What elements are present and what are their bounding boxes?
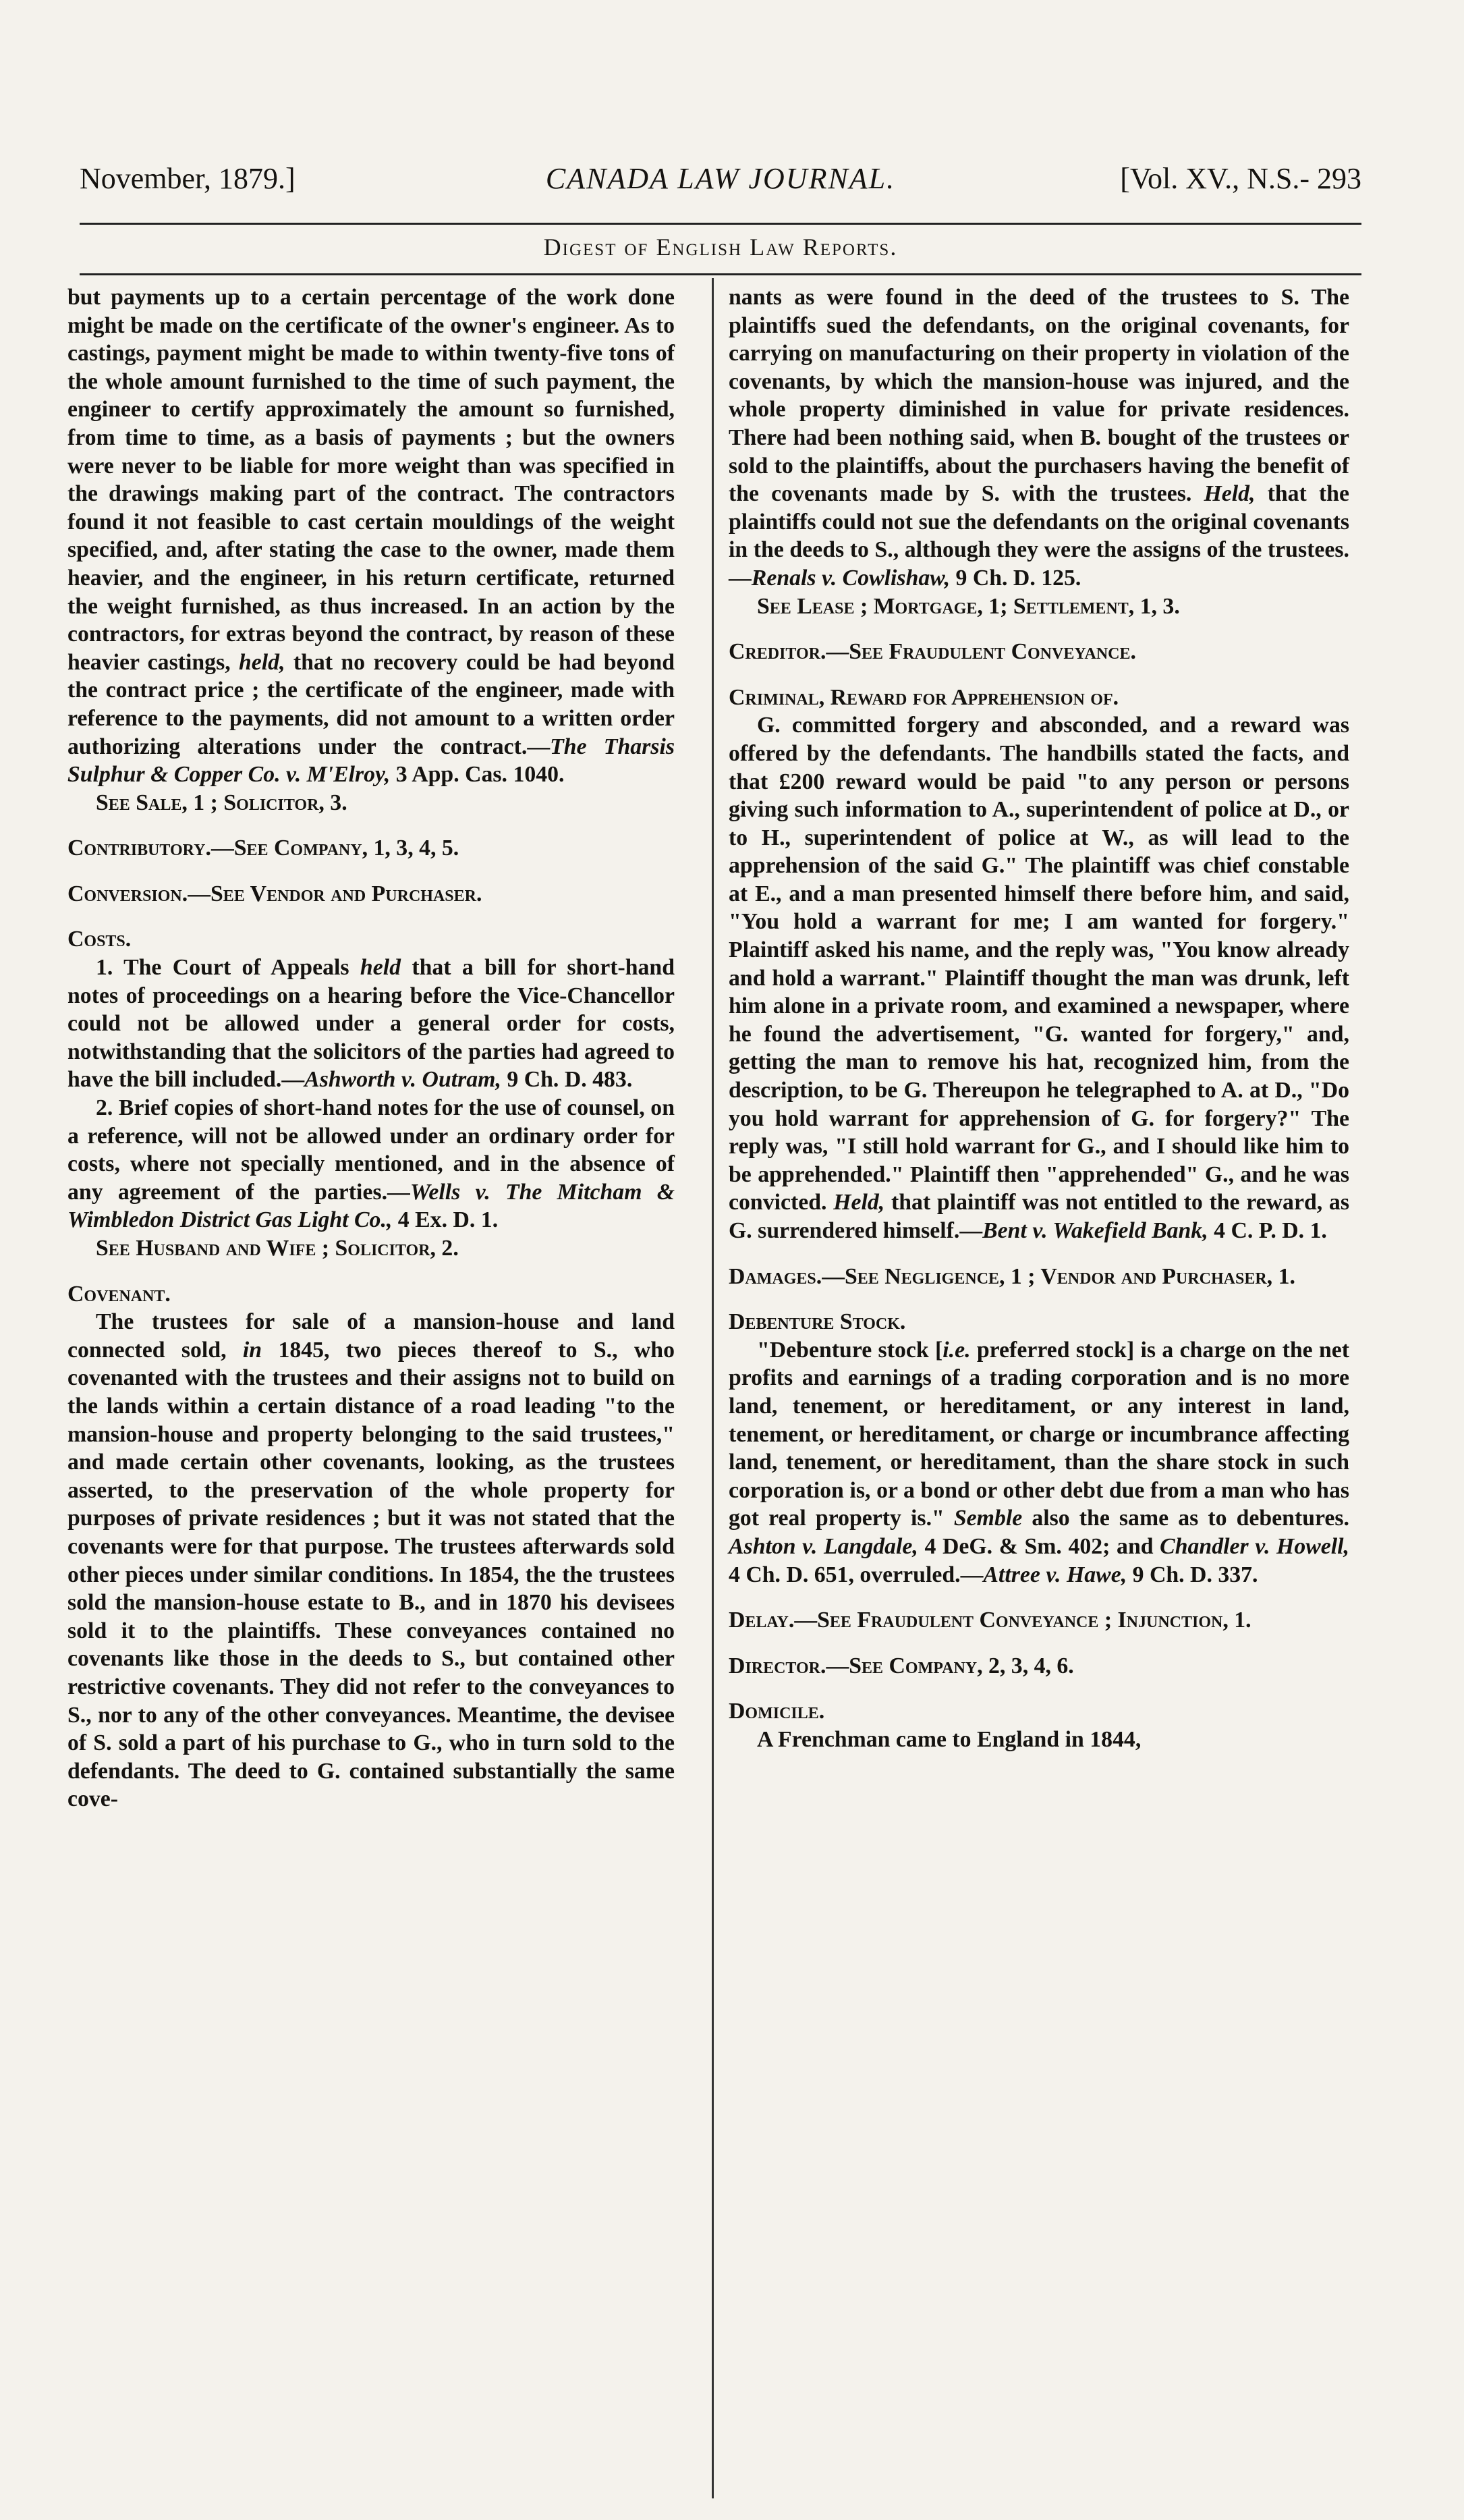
text: 1845, two pieces thereof to S., who covenanted with the trustees and their assigns not to build on the lands within a certain distance of a road leading "to the mansion-house and property belonging to the said trustees," and made certain other covenants, looking, as the trustees asserted, to the preservation of the whole property for purposes of private residences ; but it was not stated that the covenants were for that purpose. The trustees afterwards sold other pieces under similar conditions. In 1854, the the trustees sold the mansion-house estate to B., and in 1870 his devisees sold it to the plaintiffs. These conveyances contained no covenants like those in the deeds to S., but contained other restrictive covenants. They did not refer to the conveyances to S., nor to any of the other conveyances. Meantime, the devisee of S. sold a part of his purchase to G., who in turn sold to the defendants. The deed to G. contained substantially the same cove- [67, 1337, 675, 1812]
citation: 9 Ch. D. 337. [1132, 1562, 1258, 1587]
citation: 9 Ch. D. 125. [955, 565, 1081, 591]
page-header [80, 155, 1361, 202]
see-also-sale: See Sale, 1 ; Solicitor, 3. [96, 790, 347, 815]
heading-domicile: Domicile. [729, 1699, 825, 1724]
journal-title: CANADA LAW JOURNAL. [545, 162, 896, 195]
text: also the same as to debentures. [1032, 1506, 1350, 1531]
paragraph-covenant [67, 1308, 675, 1813]
held-italic: held, [238, 649, 285, 675]
case-name: Wells v. The Mitcham & Wimbledon District Gas Light Co., [67, 1179, 675, 1233]
heading-debenture-stock: Debenture Stock. [729, 1309, 906, 1335]
right-column [729, 283, 1349, 1754]
italic-in: in [242, 1337, 262, 1363]
semble-italic: Semble [953, 1506, 1023, 1531]
heading-criminal: Criminal, Reward for Apprehension of. [729, 684, 1119, 710]
case-name: Renals v. Cowlishaw, [751, 565, 951, 591]
held-italic: Held, [1204, 481, 1256, 507]
text: that a bill for short-hand notes of proceedings on a hearing before the Vice-Chancellor could not be allowed under a general order for costs, notwithstanding that the solicitors of the parties had agreed to have the bill included.— [67, 955, 675, 1093]
header-rule [80, 223, 1361, 225]
text: 1. The Court of Appeals [96, 955, 349, 981]
heading-covenant: Covenant. [67, 1281, 171, 1307]
text: The trustees for sale of a mansion-house and land connected sold, [67, 1309, 675, 1363]
see-also-lease: See Lease ; Mortgage, 1; Settlement, 1, 3. [757, 593, 1180, 619]
text: but payments up to a certain percentage of the work done might be made on the certificate of the owner's engineer. As to castings, payment might be made to within twenty-five tons of the whole amount furnished to the time of such payment, the engineer to certify approximately the amount so furnished, from time to time, as a basis of payments ; but the owners were never to be liable for more weight than was specified in the drawings making part of the contract. The contractors found it not feasible to cast certain mouldings of the weight specified, and, after stating the case to the owner, made them heavier, and the engineer, in his return certificate, returned the weight furnished, as thus increased. In an action by the contractors, for extras beyond the contract, by reason of these heavier castings, [67, 285, 675, 675]
column-separator [712, 278, 714, 2498]
paragraph-tharsis [67, 283, 675, 789]
paragraph-domicile: A Frenchman came to England in 1844, [757, 1726, 1142, 1752]
held-italic: held [360, 955, 401, 981]
text: 2. Brief copies of short-hand notes for the use of counsel, on a reference, will not be allowed under an ordinary order for costs, where not specially mentioned, and in the absence of any agreement of the parties.— [67, 1095, 675, 1205]
text: "Debenture stock [ [757, 1337, 943, 1363]
heading-costs: Costs. [67, 927, 132, 952]
entry-director: Director.—See Company, 2, 3, 4, 6. [729, 1653, 1074, 1678]
left-column [67, 283, 675, 1813]
text: that plaintiff was not entitled to the reward, as G. surrendered himself.— [729, 1190, 1349, 1243]
text: that no recovery could be had beyond the contract price ; the certificate of the engineer, made with reference to the payments, did not amount to a written order authorizing alterations under the contract.— [67, 649, 675, 759]
paragraph-costs-1 [67, 954, 675, 1094]
entry-conversion: Conversion.—See Vendor and Purchaser. [67, 881, 482, 906]
text: G. committed forgery and absconded, and a reward was offered by the defendants. The handbills stated the facts, and that £200 reward would be paid "to any person or persons giving such information to A., superintendent of police at D., or to H., superintendent of police at W., as will lead to the apprehension of the said G." The plaintiff was chief constable at E., and a man presented himself there before him, and said, "You hold a warrant for me; I am wanted for forgery." Plaintiff asked his name, and the reply was, "You know already and hold a warrant." Plaintiff thought the man was drunk, left him alone in a private room, and examined a newspaper, where he found the advertisement, "G. wanted for forgery," and, getting the man to remove his hat, recognized him, from the description, to be G. Thereupon he telegraphed to A. at D., "Do you hold warrant for apprehension of G. for forgery?" The reply was, "I still hold warrant for G., and I should like him to be apprehended." Plaintiff then "apprehended" G., and he was convicted. [729, 713, 1349, 1215]
paragraph-debenture [729, 1336, 1349, 1589]
entry-creditor: Creditor.—See Fraudulent Conveyance. [729, 639, 1136, 665]
volume-page-number: [Vol. XV., N.S.- 293 [1120, 162, 1361, 195]
paragraph-criminal [729, 711, 1349, 1244]
case-name: Attree v. Hawe, [983, 1562, 1127, 1587]
case-name: Ashworth v. Outram, [304, 1067, 501, 1093]
case-name: Chandler v. Howell, [1160, 1533, 1349, 1559]
case-name: Ashton v. Langdale, [729, 1533, 918, 1559]
case-name: The Tharsis Sulphur & Copper Co. v. M'Elroy, [67, 734, 675, 788]
paragraph-costs-2 [67, 1094, 675, 1234]
section-title: Digest of English Law Reports. [543, 234, 898, 261]
citation: 4 DeG. & Sm. 402; and [924, 1533, 1154, 1559]
citation: 4 Ch. D. 651, overruled.— [729, 1562, 984, 1587]
case-name: Bent v. Wakefield Bank, [982, 1218, 1208, 1243]
text: that the plaintiffs could not sue the defendants on the original covenants in the deeds to S., although they were the assigns of the trustees. — [729, 481, 1349, 591]
paragraph-renals [729, 283, 1349, 593]
entry-contributory: Contributory.—See Company, 1, 3, 4, 5. [67, 836, 459, 861]
issue-date: November, 1879.] [80, 162, 295, 195]
text: preferred stock] is a charge on the net profits and earnings of a trading corporation and is no more land, tenement, or hereditament, or any interest in land, tenement, or hereditament, or charge or incumbrance affecting land, tenement, or hereditament, than the share stock in such corporation is, or a bond or other debt due from a man who has got real property is." [729, 1337, 1350, 1531]
text: nants as were found in the deed of the trustees to S. The plaintiffs sued the defendants, on the original covenants, for carrying on manufacturing on their property in violation of the covenants, by which the mansion-house was injured, and the whole property diminished in value for private residences. There had been nothing said, when B. bought of the trustees or sold to the plaintiffs, about the purchasers having the benefit of the covenants made by S. with the trustees. [729, 285, 1349, 507]
citation: 4 Ex. D. 1. [397, 1207, 499, 1233]
citation: 9 Ch. D. 483. [507, 1067, 633, 1093]
italic-ie: i.e. [942, 1337, 971, 1363]
held-italic: Held, [833, 1190, 885, 1215]
entry-delay: Delay.—See Fraudulent Conveyance ; Injunction, 1. [729, 1608, 1251, 1633]
citation: 4 C. P. D. 1. [1214, 1218, 1327, 1243]
section-rule [80, 273, 1361, 275]
entry-damages: Damages.—See Negligence, 1 ; Vendor and Purchaser, 1. [729, 1263, 1295, 1289]
see-also-husband-wife: See Husband and Wife ; Solicitor, 2. [96, 1236, 459, 1261]
citation: 3 App. Cas. 1040. [395, 762, 565, 788]
